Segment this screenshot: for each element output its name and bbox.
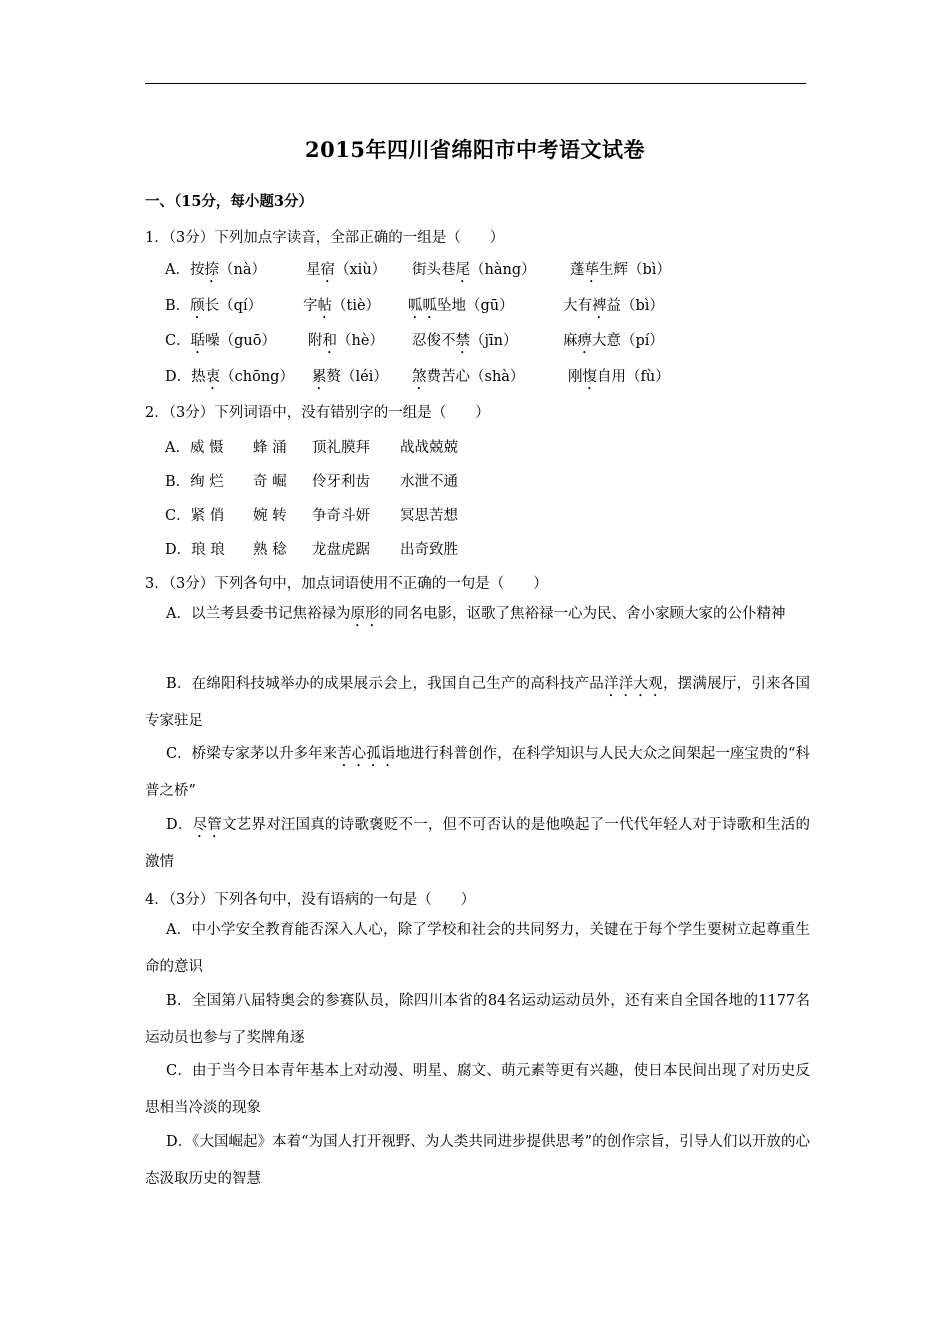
question-4-option-b: B．全国第八届特奥会的参赛队员，除四川本省的84名运动运动员外，还有来自全国各地的1177名运动员也参与了奖牌角逐 bbox=[145, 993, 810, 1046]
question-4-option-a: A．中小学安全教育能否深入人心，除了学校和社会的共同努力，关键在于每个学生要树立起尊重生命的意识 bbox=[145, 922, 810, 975]
question-3-option-b: B．在绵阳科技城举办的成果展示会上，我国自己生产的高科技产品洋洋大观，摆满展厅，引来各国专家驻足 bbox=[145, 676, 811, 729]
header-rule bbox=[145, 83, 806, 84]
question-4-stem: 4．（3分）下列各句中，没有语病的一句是（ ） bbox=[145, 892, 476, 908]
question-2-stem: 2．（3分）下列词语中，没有错别字的一组是（ ） bbox=[145, 405, 490, 421]
question-4-option-c: C．由于当今日本青年基本上对动漫、明星、腐文、萌元素等更有兴趣，使日本民间出现了对历史反思相当冷淡的现象 bbox=[145, 1063, 810, 1116]
question-3-stem: 3．（3分）下列各句中，加点词语使用不正确的一句是（ ） bbox=[145, 576, 548, 592]
question-3-option-c: C．桥梁专家茅以升多年来苦心孤诣地进行科普创作，在科学知识与人民大众之间架起一座宝贵的“科普之桥” bbox=[145, 746, 811, 799]
section-heading: 一、（15分，每小题3分） bbox=[145, 193, 314, 210]
question-1-stem: 1．（3分）下列加点字读音，全部正确的一组是（ ） bbox=[145, 230, 505, 246]
question-3-option-d: D．尽管文艺界对汪国真的诗歌褒贬不一，但不可否认的是他唤起了一代代年轻人对于诗歌和生活的激情 bbox=[145, 817, 811, 870]
question-4-option-d: D．《大国崛起》本着“为国人打开视野、为人类共同进步提供思考”的创作宗旨，引导人们以开放的心态汲取历史的智慧 bbox=[145, 1134, 810, 1187]
question-3-option-a: A．以兰考县委书记焦裕禄为原形的同名电影，讴歌了焦裕禄一心为民、舍小家顾大家的公仆精神 bbox=[166, 606, 786, 622]
page-title: 2015年四川省绵阳市中考语文试卷 bbox=[305, 137, 645, 162]
